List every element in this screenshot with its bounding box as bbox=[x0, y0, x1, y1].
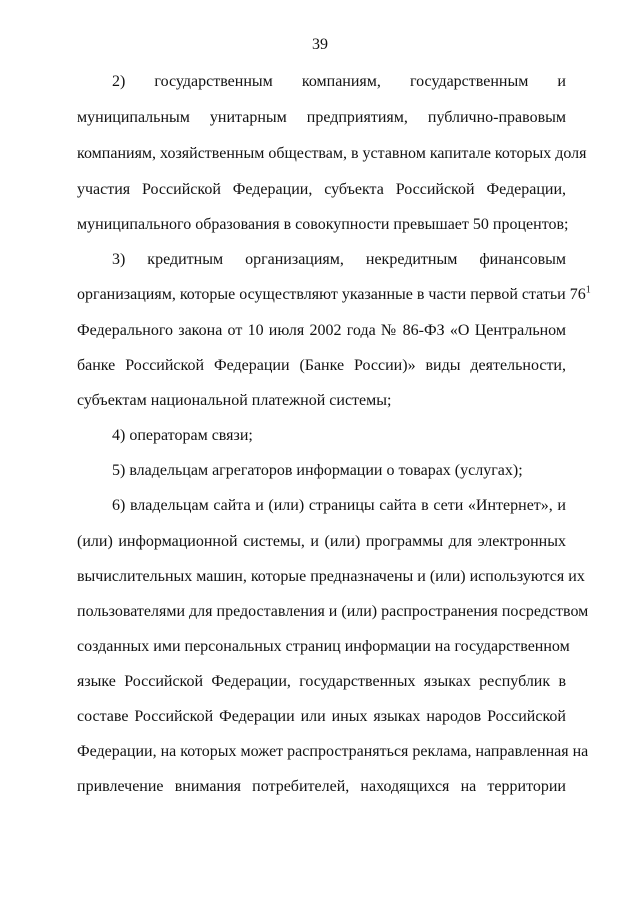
text-line: вычислительных машин, которые предназначены и (или) используются их bbox=[77, 568, 585, 585]
text-line: составе Российской Федерации или иных языках народов Российской bbox=[77, 708, 566, 725]
footnote-superscript: 1 bbox=[585, 284, 591, 296]
text-line: организациям, которые осуществляют указанные в части первой статьи 76 bbox=[77, 286, 586, 303]
text-line: Федерального закона от 10 июля 2002 года № 86-ФЗ «О Центральном bbox=[77, 322, 566, 339]
text-line: Федерации, на которых может распространяться реклама, направленная на bbox=[77, 743, 589, 760]
page-number: 39 bbox=[312, 36, 328, 53]
text-line: муниципальным унитарным предприятиям, публично-правовым bbox=[77, 109, 566, 126]
text-line: 6) владельцам сайта и (или) страницы сайта в сети «Интернет», и bbox=[112, 497, 566, 514]
text-line: 2) государственным компаниям, государственным и bbox=[112, 73, 566, 90]
text-line: (или) информационной системы, и (или) программы для электронных bbox=[77, 533, 566, 550]
text-line: участия Российской Федерации, субъекта Российской Федерации, bbox=[77, 181, 566, 198]
text-line: банке Российской Федерации (Банке России)» виды деятельности, bbox=[77, 357, 566, 374]
text-line: привлечение внимания потребителей, находящихся на территории bbox=[77, 778, 566, 795]
text-line: 4) операторам связи; bbox=[112, 427, 253, 444]
text-line: 5) владельцам агрегаторов информации о товарах (услугах); bbox=[112, 462, 523, 479]
text-line-with-sup bbox=[77, 284, 591, 306]
text-line: созданных ими персональных страниц информации на государственном bbox=[77, 638, 570, 655]
text-line: пользователями для предоставления и (или) распространения посредством bbox=[77, 603, 589, 620]
text-line: языке Российской Федерации, государственных языках республик в bbox=[77, 673, 566, 690]
text-line: муниципального образования в совокупности превышает 50 процентов; bbox=[77, 216, 569, 233]
text-line: субъектам национальной платежной системы; bbox=[77, 392, 392, 409]
text-line: 3) кредитным организациям, некредитным финансовым bbox=[112, 251, 566, 268]
text-line: компаниям, хозяйственным обществам, в уставном капитале которых доля bbox=[77, 145, 587, 162]
